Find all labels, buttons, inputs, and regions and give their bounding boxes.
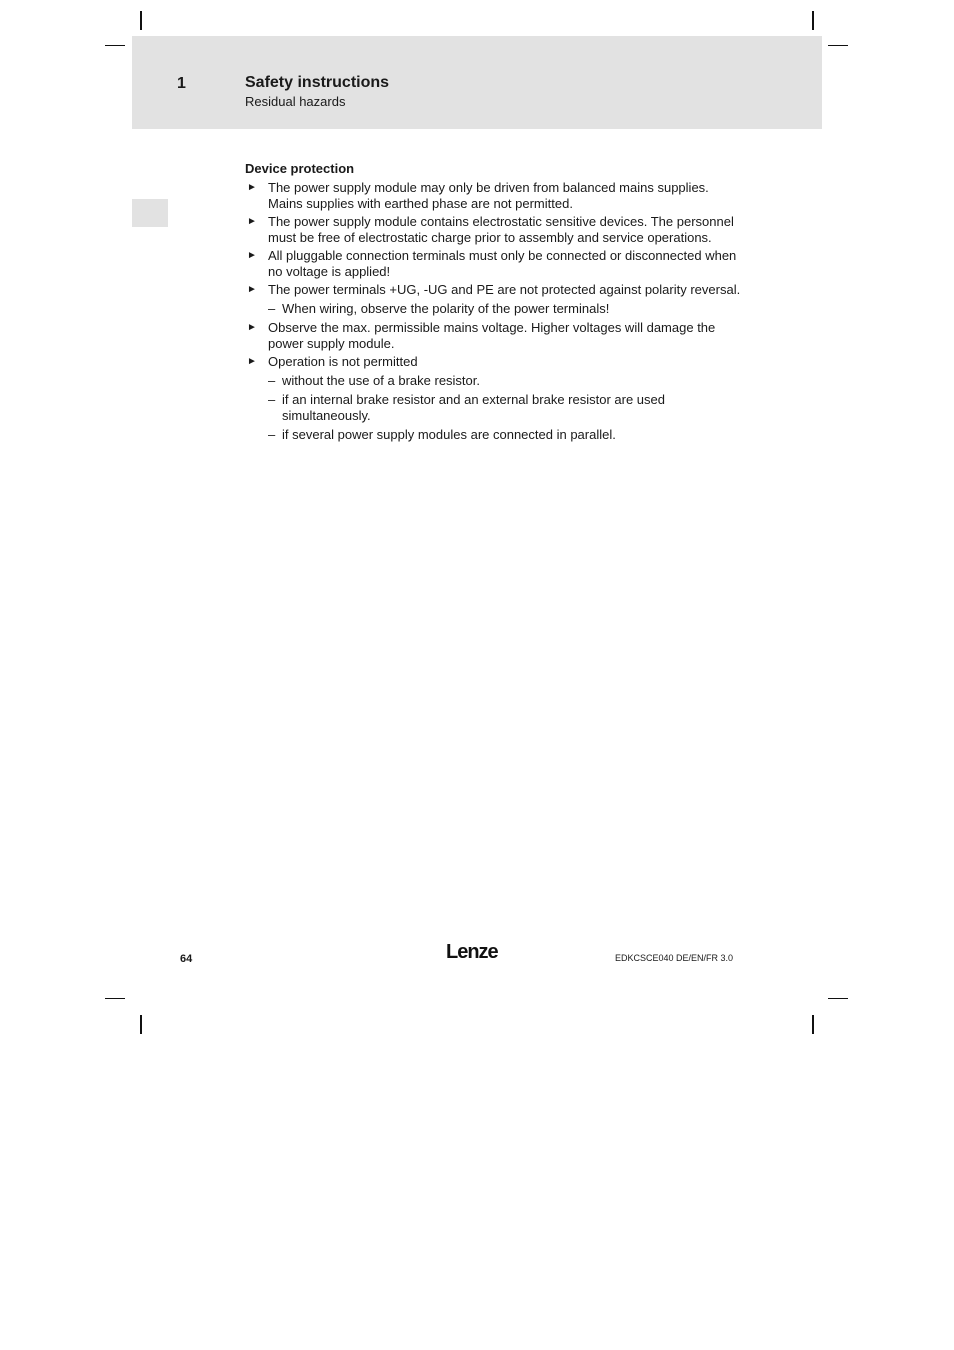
list-item-text: The power supply module may only be driven from balanced mains supplies. Mains supplies with earthed phase are not permitted. [268, 180, 709, 211]
crop-mark [812, 11, 814, 30]
list-item [245, 320, 745, 352]
sub-list-item [268, 392, 745, 424]
list-item [245, 248, 745, 280]
crop-mark [105, 998, 125, 999]
triangle-right-icon: ► [247, 356, 257, 367]
sub-list-item [268, 301, 745, 317]
chapter-title: Safety instructions [245, 74, 390, 91]
crop-mark [828, 998, 848, 999]
crop-mark [140, 1015, 142, 1034]
triangle-right-icon: ► [247, 322, 257, 333]
dash-icon: – [268, 392, 276, 407]
document-code: EDKCSCE040 DE/EN/FR 3.0 [615, 953, 734, 963]
crop-mark [140, 11, 142, 30]
dash-icon: – [268, 373, 276, 388]
list-item-text: All pluggable connection terminals must only be connected or disconnected when no voltage is applied! [268, 248, 737, 279]
page-number: 64 [180, 953, 193, 965]
sub-list-item-text: without the use of a brake resistor. [282, 373, 480, 388]
list-item [245, 214, 745, 246]
chapter-side-marker [132, 199, 168, 227]
sub-list-item [268, 373, 745, 389]
sub-list-item-text: if an internal brake resistor and an external brake resistor are used simultaneously. [282, 392, 665, 423]
section-heading: Device protection [245, 161, 355, 176]
triangle-right-icon: ► [247, 182, 257, 193]
crop-mark [828, 45, 848, 46]
dash-icon: – [268, 427, 276, 442]
header-band [132, 36, 822, 129]
chapter-number: 1 [177, 75, 186, 92]
sub-list-item [268, 427, 745, 443]
sub-list-item-text: When wiring, observe the polarity of the power terminals! [282, 301, 610, 316]
triangle-right-icon: ► [247, 216, 257, 227]
dash-icon: – [268, 301, 276, 316]
list-item [245, 180, 745, 212]
crop-mark [105, 45, 125, 46]
list-item-text: Operation is not permitted [268, 354, 418, 369]
brand-logo: Lenze [446, 941, 498, 963]
list-item-text: The power terminals +UG, -UG and PE are not protected against polarity reversal. [268, 282, 741, 297]
list-item [245, 354, 745, 443]
sub-list [268, 373, 745, 443]
sub-list-item-text: if several power supply modules are connected in parallel. [282, 427, 616, 442]
bullet-list [245, 180, 745, 443]
sub-list [268, 301, 745, 317]
chapter-subtitle: Residual hazards [245, 94, 346, 109]
list-item-text: The power supply module contains electrostatic sensitive devices. The personnel must be free of electrostatic charge prior to assembly and service operations. [268, 214, 734, 245]
list-item [245, 282, 745, 317]
list-item-text: Observe the max. permissible mains voltage. Higher voltages will damage the power supply module. [268, 320, 716, 351]
triangle-right-icon: ► [247, 250, 257, 261]
crop-mark [812, 1015, 814, 1034]
triangle-right-icon: ► [247, 284, 257, 295]
section-content [245, 161, 745, 446]
